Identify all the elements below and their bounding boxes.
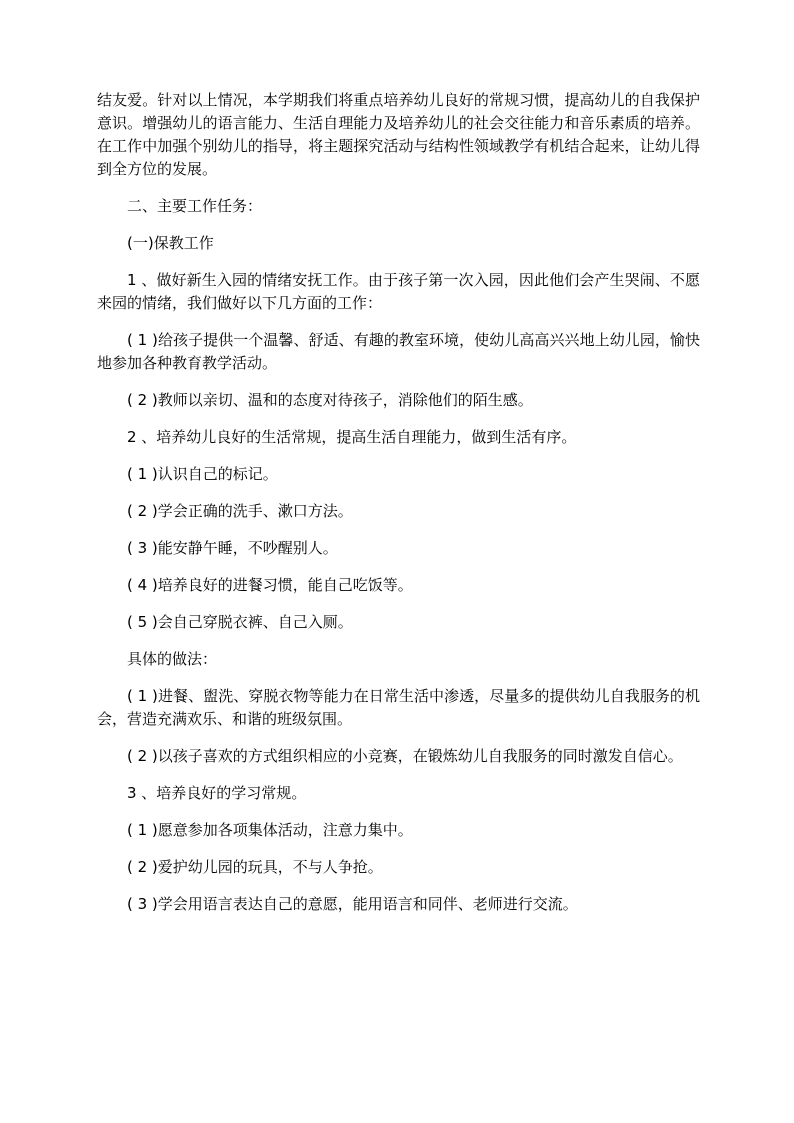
sub-item-2-2: ( 2 )学会正确的洗手、漱口方法。: [127, 502, 353, 520]
sub-item-1-2: ( 2 )教师以亲切、温和的态度对待孩子，消除他们的陌生感。: [127, 391, 533, 409]
subsection-heading-care-education: (一)保教工作: [127, 234, 214, 252]
method-item-2: ( 2 )以孩子喜欢的方式组织相应的小竞赛，在锻炼幼儿自我服务的同时激发自信心。: [127, 747, 683, 765]
item-heading-3: 3 、培养良好的学习常规。: [127, 784, 307, 802]
item-heading-1: 1 、做好新生入园的情绪安抚工作。由于孩子第一次入园，因此他们会产生哭闹、不愿来园的情绪，我们做好以下几方面的工作：: [97, 271, 700, 312]
paragraph-intro: 结友爱。针对以上情况，本学期我们将重点培养幼儿良好的常规习惯，提高幼儿的自我保护意识。增强幼儿的语言能力、生活自理能力及培养幼儿的社会交往能力和音乐素质的培养。在工作中加强个别幼儿的指导，将主题探究活动与结构性领域教学有机结合起来，让幼儿得到全方位的发展。: [97, 91, 700, 178]
item-heading-2: 2 、培养幼儿良好的生活常规，提高生活自理能力，做到生活有序。: [127, 428, 577, 446]
methods-heading: 具体的做法：: [127, 650, 218, 668]
document-page: [97, 89, 700, 930]
sub-item-1-1: ( 1 )给孩子提供一个温馨、舒适、有趣的教室环境，使幼儿高高兴兴地上幼儿园，愉快地参加各种教育教学活动。: [97, 331, 700, 372]
sub-item-3-1: ( 1 )愿意参加各项集体活动，注意力集中。: [127, 821, 413, 839]
sub-item-2-3: ( 3 )能安静午睡，不吵醒别人。: [127, 539, 338, 557]
sub-item-2-1: ( 1 )认识自己的标记。: [127, 465, 278, 483]
sub-item-3-3: ( 3 )学会用语言表达自己的意愿，能用语言和同伴、老师进行交流。: [127, 895, 578, 913]
section-heading-main-tasks: 二、主要工作任务：: [127, 197, 263, 215]
sub-item-2-4: ( 4 )培养良好的进餐习惯，能自己吃饭等。: [127, 576, 413, 594]
method-item-1: ( 1 )进餐、盥洗、穿脱衣物等能力在日常生活中渗透，尽量多的提供幼儿自我服务的机会，营造充满欢乐、和谐的班级氛围。: [97, 687, 700, 728]
sub-item-2-5: ( 5 )会自己穿脱衣裤、自己入厕。: [127, 613, 353, 631]
sub-item-3-2: ( 2 )爱护幼儿园的玩具，不与人争抢。: [127, 858, 383, 876]
